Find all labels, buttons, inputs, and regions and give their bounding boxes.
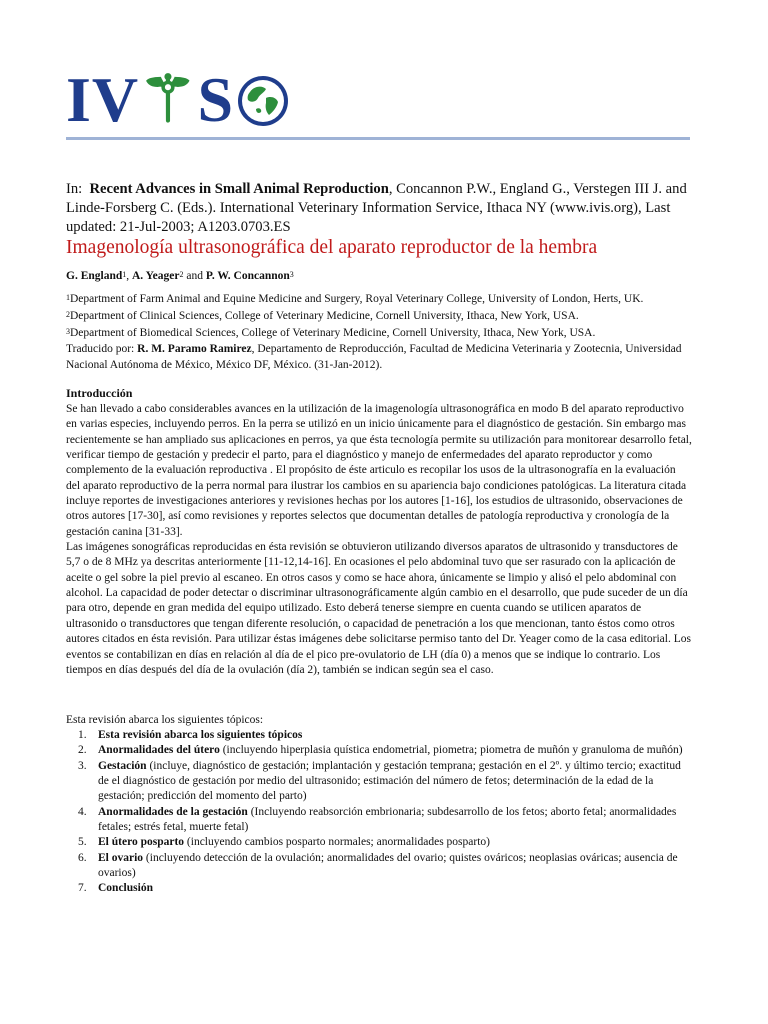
translation-credit: [66, 341, 696, 373]
author-sup: 1: [122, 270, 127, 279]
list-number: 3.: [78, 759, 87, 772]
affil-sup: 3: [66, 327, 70, 336]
list-item: [66, 851, 692, 882]
list-item: [66, 743, 692, 758]
topic-title: Conclusión: [98, 882, 153, 895]
author: A. Yeager: [132, 270, 180, 282]
translator-affiliation: , Departamento de Reproducción, Facultad de Medicina Veterinaria y Zootecnia, Universidad Nacional Autónoma de México, México DF, México. (31-Jan-2012).: [66, 343, 682, 371]
topics-list: [66, 728, 692, 897]
translation-label: Traducido por:: [66, 343, 135, 355]
intro-body: [66, 402, 692, 678]
list-item: [66, 881, 692, 896]
topic-detail: (incluyendo detección de la ovulación; anormalidades del ovario; quistes ováricos; neoplasias ováricas; ausencia de ovarios): [98, 851, 678, 880]
affil-sup: 1: [66, 293, 70, 302]
list-number: 1.: [78, 729, 87, 741]
topic-title: El útero posparto: [98, 836, 185, 849]
author-sep: ,: [126, 270, 132, 282]
article-title: Imagenología ultrasonográfica del aparato reproductor de la hembra: [66, 237, 598, 258]
affiliation: Department of Farm Animal and Equine Medicine and Surgery, Royal Veterinary College, University of London, Herts, UK.: [70, 293, 644, 305]
affiliation: Department of Biomedical Sciences, College of Veterinary Medicine, Cornell University, Ithaca, New York, USA.: [70, 327, 596, 339]
paragraph: Las imágenes sonográficas reproducidas en ésta revisión se obtuvieron utilizando diversos aparatos de ultrasonido y transductores de 5,7 o de 8 MHz ya descritas anteriormente [11-12,14-16]. En ocasiones el pelo abdominal tuvo que ser rasurado con la aplicación de aceite o gel sobre la piel previo al escaneo. En otros casos y como se hace ahora, únicamente se limpio y alisó el pelo abdominal con alcohol. La capacidad de poder detectar o discriminar ultrasonográficamente algún cambio en el desarrollo, que pude suceder de un día para otro, depende en gran medida del equipo utilizado. Esto deberá tenerse siempre en cuenta cuando se utilicen aparatos de ultrasonido o transductores que tengan diferente resolución, o capacidad de penetración a los que mencionan, tanto éstos como otros autores citados en ésta revisión. Para utilizar éstas imágenes debe solicitarse permiso tanto del Dr. Yeager como de la casa editorial. Los eventos se contabilizan en días en relación al día de el pico pre-ovulatorio de LH (día 0) a menos que se indique lo contrario. Los tiempos en días después del día de la ovulación (día 2), también se indican según sea el caso.: [66, 541, 691, 676]
list-number: 5.: [78, 836, 87, 849]
author: P. W. Concannon: [205, 270, 290, 282]
author-sup: 2: [179, 270, 184, 279]
list-number: 6.: [78, 851, 87, 864]
list-number: 7.: [78, 882, 87, 895]
topic-title: Gestación: [98, 759, 147, 772]
ivis-logo: [66, 62, 290, 138]
list-item: [66, 759, 692, 805]
caduceus-icon: ⚚: [139, 64, 198, 135]
translator-name: R. M. Paramo Ramirez: [137, 343, 252, 355]
list-item: [66, 805, 692, 836]
list-number: 2.: [78, 744, 87, 757]
author: G. England: [66, 270, 123, 282]
author-list: [66, 267, 294, 284]
topic-detail: (Incluyendo reabsorción embrionaria; subdesarrollo de los fetos; aborto fetal; anormalidades fetales; estrés fetal, muerte fetal): [98, 805, 677, 834]
citation: [66, 180, 692, 237]
topic-title: Esta revisión abarca los siguientes tópicos: [98, 729, 303, 741]
section-heading: Introducción: [66, 386, 133, 400]
topic-detail: (incluyendo cambios posparto normales; anormalidades posparto): [184, 836, 490, 849]
affil-sup: 2: [66, 310, 70, 319]
citation-prefix: In:: [66, 181, 83, 197]
affiliations: [66, 290, 696, 341]
header-rule: [66, 137, 690, 140]
author-sup: 3: [289, 270, 294, 279]
affiliation: Department of Clinical Sciences, College of Veterinary Medicine, Cornell University, Ithaca, New York, USA.: [70, 310, 579, 322]
citation-details: , Concannon P.W., England G., Verstegen III J. and Linde-Forsberg C. (Eds.). International Veterinary Information Service, Ithaca NY (www.ivis.org), Last updated: 21-Jul-2003; A1203.0703.ES: [66, 181, 687, 235]
globe-icon: [236, 74, 290, 128]
topic-detail: (incluye, diagnóstico de gestación; implantación y gestación temprana; gestación en el 2º. y último tercio; exactitud de el diagnóstico de gestación por medio del ultrasonido; estimación del número de fetos; determinación de la edad de la gestación; predicción del momento del parto): [98, 759, 681, 803]
author-sep: and: [183, 270, 206, 282]
logo-wordmark: IV⚚S: [66, 64, 235, 135]
paragraph: Se han llevado a cabo considerables avances en la utilización de la imagenología ultrasonográfica en modo B del aparato reproductivo en varias especies, incluyendo perros. En la perra se utilizó en un inicio únicamente para el diagnóstico de gestación. Sin embargo mas recientemente se han ampliado sus aplicaciones en perros, ya que ésta tecnología permite su utilización para monitorear desarrollo fetal, verificar tiempo de gestación y predecir el parto, para el diagnóstico y manejo de enfermedades del aparato reproductor y como complemento de la evaluación reproductiva . El propósito de éste articulo es recopilar los usos de la ultrasonografía en la evaluación del aparato reproductivo de la perra normal para ilustrar los cambios en su apariencia bajo condiciones patológicas. La literatura citada incluye reportes de investigaciones anteriores y revisiones hechas por los autores [1-16], los estudios de ultrasonido, observaciones de otros autores [17-30], así como revisiones y reportes selectos que documentan detalles de patología reproductiva y cronología de la gestación canina [31-33].: [66, 403, 692, 538]
topic-title: Anormalidades del útero: [98, 744, 220, 757]
topic-title: El ovario: [98, 851, 144, 864]
list-item: [66, 728, 692, 743]
list-number: 4.: [78, 805, 87, 818]
topic-detail: (incluyendo hiperplasia quística endometrial, piometra; piometra de muñón y granuloma de muñón): [219, 744, 683, 757]
book-title: Recent Advances in Small Animal Reproduction: [89, 181, 389, 197]
topic-title: Anormalidades de la gestación: [98, 805, 248, 818]
list-item: [66, 835, 692, 850]
topics-intro: Esta revisión abarca los siguientes tópicos:: [66, 714, 264, 726]
